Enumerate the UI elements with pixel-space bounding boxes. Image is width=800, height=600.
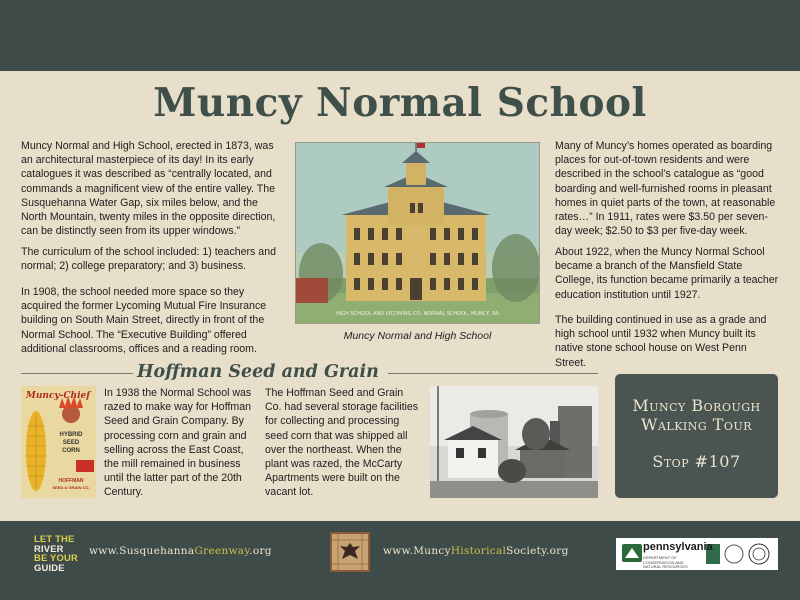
tour-stop-number: Stop #107 — [652, 452, 741, 471]
school-photo — [295, 142, 540, 324]
river-line-1: LET THE — [34, 533, 75, 544]
section-divider-left — [21, 373, 133, 374]
left-paragraph-3: In 1908, the school needed more space so they acquired the former Lycoming Mutual Fire Insurance building on South Main Street, directly in front of the Normal School. The “Executive Building” offered additional classrooms, offices and a reading room. — [21, 286, 267, 355]
top-band — [0, 0, 800, 71]
pennsylvania-dcnr-logo: pennsylvania — [643, 541, 713, 553]
left-paragraph-1: Muncy Normal and High School, erected in 1873, was an architectural masterpiece of its day! In its early catalogues it was described as “centrally located, and commands a magnificent view of the entire valley. The Susquehanna Water Gap, six miles below, and the North Mountain, twenty miles in the opposite direction, can be distinctly seen from its upper windows.” — [21, 140, 276, 238]
greenway-url-pre: www.Susquehanna — [89, 545, 195, 557]
seed-pack-brand: Muncy-Chief — [25, 391, 91, 401]
tour-title-line1: Muncy Borough — [632, 396, 761, 415]
greenway-url-post: .org — [249, 545, 272, 557]
seed-pack-maker2: SEED & GRAIN CO. — [52, 485, 90, 490]
right-paragraph-3: The building continued in use as a grade and high school until 1932 when Muncy built its native stone school house on West Penn Street. — [555, 314, 767, 369]
dcnr-subtitle: DEPARTMENT OF CONSERVATION AND NATURAL RESOURCES — [643, 555, 688, 569]
seed-plant-photo — [430, 386, 598, 498]
photo-inscription: HIGH SCHOOL AND LYCOMING CO. NORMAL SCHOOL, MUNCY, PA. — [336, 311, 500, 317]
historical-url-post: Society.org — [506, 545, 569, 557]
river-line-2: RIVER — [34, 542, 64, 554]
left-paragraph-2: The curriculum of the school included: 1) teachers and normal; 2) college preparatory; and 3) business. — [21, 246, 276, 273]
seed-pack-line3: CORN — [62, 448, 80, 454]
hoffman-paragraph-2: The Hoffman Seed and Grain Co. had several storage facilities for collecting and processing seed corn that was shipped all over the northeast. When the plant was razed, the McCarty Apartments were built on the vacant lot. — [265, 387, 419, 499]
greenway-url[interactable] — [89, 545, 272, 557]
greenway-url-highlight: Greenway — [194, 545, 250, 557]
seed-pack-line2: SEED — [62, 440, 80, 446]
section-divider-right — [388, 373, 598, 374]
seed-pack-line1: HYBRID — [59, 432, 83, 438]
river-guide-logo — [34, 534, 78, 572]
river-line-3: BE YOUR — [34, 552, 78, 564]
right-paragraph-2: About 1922, when the Muncy Normal School became a branch of the Mansfield State College, its function became primarily a teacher education institution until 1927. — [555, 246, 779, 301]
photo-caption: Muncy Normal and High School — [343, 330, 492, 342]
seed-corn-package — [21, 386, 96, 498]
historical-society-url[interactable] — [383, 545, 569, 557]
eagle-emblem-icon — [330, 532, 370, 572]
page-title: Muncy Normal School — [153, 80, 647, 126]
river-line-4: GUIDE — [34, 561, 65, 573]
right-paragraph-1: Many of Muncy’s homes operated as boarding places for out-of-town residents and were described in the school’s catalogue as “good boarding and well-furnished rooms in pleasant homes in quiet parts of the town, at reasonable rates…” In 1911, rates were $3.50 per seven-day week; $2.50 to $3 per five-day week. — [555, 140, 776, 238]
walking-tour-box — [615, 374, 778, 498]
historical-url-pre: www.Muncy — [383, 545, 451, 557]
hoffman-paragraph-1: In 1938 the Normal School was razed to make way for Hoffman Seed and Grain Company. By processing corn and grain and selling across the East Coast, the mill remained in business until the latter part of the 20th Century. — [104, 387, 252, 499]
historical-url-highlight: Historical — [450, 545, 507, 557]
seed-pack-maker1: HOFFMAN — [58, 478, 84, 484]
section-heading: Hoffman Seed and Grain — [137, 362, 379, 382]
tour-title-line2: Walking Tour — [641, 415, 752, 434]
